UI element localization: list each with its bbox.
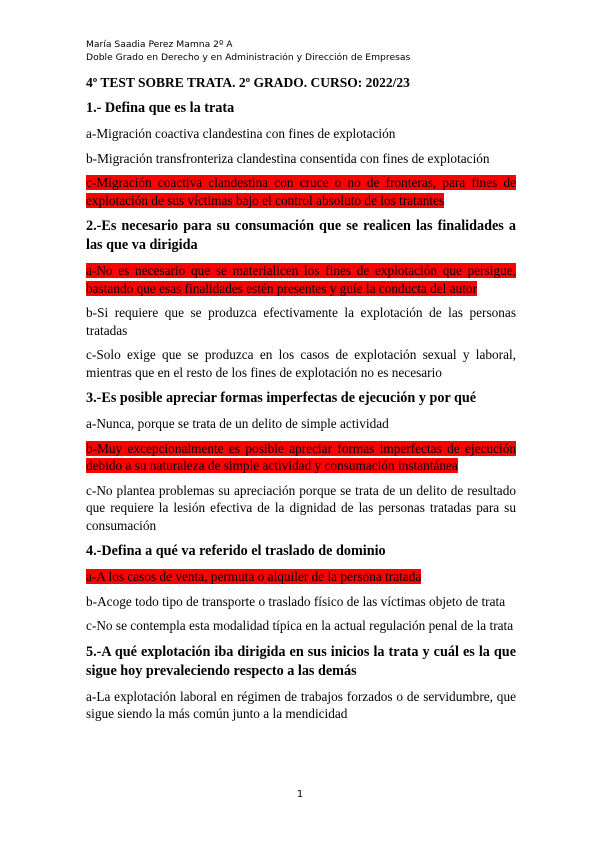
question-4-option-a [86, 568, 516, 586]
question-2-option-c [86, 346, 516, 381]
question-2-option-a [86, 262, 516, 297]
document-page [86, 38, 516, 723]
option-text: a-Nunca, porque se trata de un delito de simple actividad [86, 416, 389, 431]
question-3-option-a [86, 415, 516, 433]
document-title: 4º TEST SOBRE TRATA. 2º GRADO. CURSO: 2022/23 [86, 75, 410, 90]
highlighted-answer: b-Muy excepcionalmente es posible apreciar formas imperfectas de ejecución debido a su naturaleza de simple actividad y consumación instantánea [86, 440, 516, 473]
option-text: c-No se contempla esta modalidad típica en la actual regulación penal de la trata [86, 618, 514, 633]
question-3: 3.-Es posible apreciar formas imperfectas de ejecución y por qué [86, 390, 477, 406]
author-line: María Saadia Perez Mamna 2º A [86, 39, 233, 50]
question-2: 2.-Es necesario para su consumación que se realicen las finalidades a las que va dirigida [86, 218, 516, 253]
option-text: c-No plantea problemas su apreciación porque se trata de un delito de resultado que requiere la lesión efectiva de la dignidad de las personas tratadas para su consumación [86, 482, 516, 533]
highlighted-answer: c-Migración coactiva clandestina con cruce o no de fronteras, para fines de explotación de sus víctimas bajo el control absoluto de los tratantes [86, 175, 516, 208]
question-1-option-b [86, 150, 516, 168]
option-text: b-Acoge todo tipo de transporte o traslado físico de las víctimas objeto de trata [86, 593, 506, 609]
option-text: b-Si requiere que se produzca efectivamente la explotación de las personas tratadas [86, 305, 516, 338]
question-5: 5.-A qué explotación iba dirigida en sus inicios la trata y cuál es la que sigue hoy prevaleciendo respecto a las demás [86, 643, 516, 679]
question-3-option-c [86, 482, 516, 535]
option-text: b-Migración transfronteriza clandestina consentida con fines de explotación [86, 150, 490, 166]
question-1: 1.- Defina que es la trata [86, 100, 235, 116]
question-3-option-b [86, 440, 516, 475]
degree-line: Doble Grado en Derecho y en Administración y Dirección de Empresas [86, 52, 411, 63]
question-1-option-c [86, 174, 516, 209]
option-text: a-La explotación laboral en régimen de trabajos forzados o de servidumbre, que sigue siendo la más común junto a la mendicidad [86, 688, 516, 721]
question-4-option-b [86, 593, 516, 611]
highlighted-answer: a-A los casos de venta, permuta o alquiler de la persona tratada [86, 569, 422, 584]
option-text: c-Solo exige que se produzca en los casos de explotación sexual y laboral, mientras que en el resto de los fines de explotación no es necesario [86, 347, 516, 380]
question-2-option-b [86, 304, 516, 339]
question-4: 4.-Defina a qué va referido el traslado de dominio [86, 543, 386, 559]
question-4-option-c [86, 617, 516, 635]
question-1-option-a [86, 125, 516, 143]
highlighted-answer: a-No es necesario que se materialicen los fines de explotación que persigue, bastando que esas finalidades estén presentes y guíe la conducta del autor [86, 263, 516, 296]
option-text: a-Migración coactiva clandestina con fines de explotación [86, 126, 396, 141]
question-5-option-a [86, 688, 516, 723]
page-number: 1 [296, 789, 304, 800]
